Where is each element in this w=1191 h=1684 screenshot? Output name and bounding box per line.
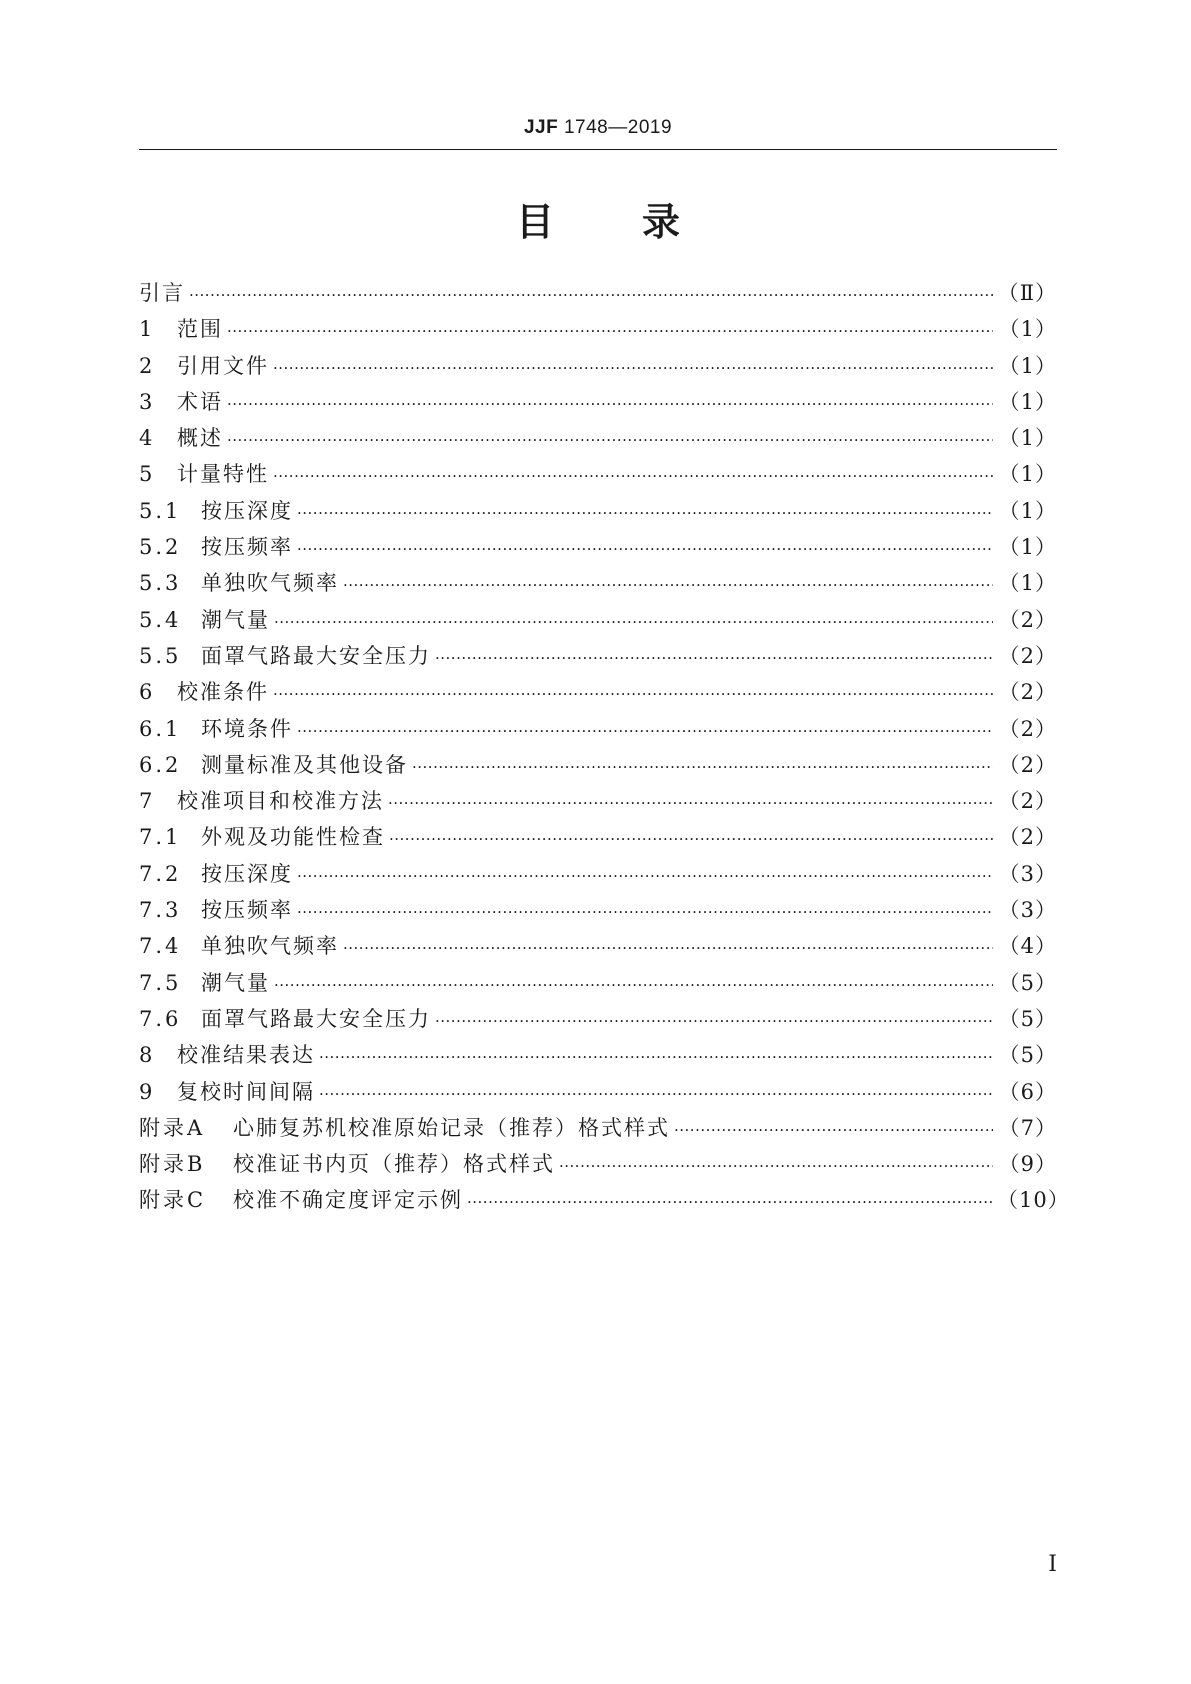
standard-code: JJF [523, 117, 559, 138]
toc-entry-page: （1） [998, 353, 1057, 378]
toc-entry[interactable] [139, 821, 1057, 857]
toc-entry-label: 术语 [177, 389, 223, 414]
toc-entry-page: （7） [998, 1115, 1057, 1140]
dot-leader [435, 1012, 993, 1030]
toc-entry-page: （1） [998, 535, 1057, 560]
toc-entry[interactable] [139, 386, 1057, 422]
toc-entry-page: （3） [998, 861, 1057, 886]
toc-entry-number: 7.1 [139, 825, 182, 850]
dot-leader [189, 286, 993, 304]
toc-entry-label: 校准证书内页（推荐）格式样式 [233, 1152, 555, 1177]
toc-entry[interactable] [139, 495, 1057, 531]
dot-leader [343, 576, 993, 594]
dot-leader [274, 613, 993, 631]
dot-leader [227, 322, 993, 340]
toc-entry-number: 1 [139, 317, 156, 342]
toc-entry-label: 单独吹气频率 [201, 571, 339, 596]
toc-entry-label: 校准结果表达 [177, 1043, 315, 1068]
toc-entry-page: （4） [998, 934, 1057, 959]
toc-entry-page: （5） [998, 1043, 1057, 1068]
toc-entry[interactable] [139, 1003, 1057, 1039]
header-rule [139, 149, 1057, 150]
toc-entry-label: 面罩气路最大安全压力 [201, 1006, 431, 1031]
toc-entry[interactable] [139, 749, 1057, 785]
toc-entry-number: 5.4 [139, 607, 182, 632]
toc-entry-label: 按压深度 [201, 498, 293, 523]
toc-entry-page: （1） [998, 389, 1057, 414]
page-title: 目录 [515, 200, 768, 244]
toc-entry-label: 引言 [139, 281, 185, 305]
toc-entry-page: （6） [998, 1079, 1057, 1104]
toc-entry[interactable] [139, 567, 1057, 603]
toc-entry-label: 引用文件 [177, 353, 269, 378]
toc-entry[interactable] [139, 350, 1057, 386]
toc-entry[interactable] [139, 858, 1057, 894]
toc-entry[interactable] [139, 313, 1057, 349]
toc-entry-label: 按压频率 [201, 535, 293, 560]
dot-leader [412, 758, 993, 776]
toc-entry[interactable] [139, 1076, 1057, 1112]
dot-leader [343, 939, 993, 957]
toc-entry-number: 5.3 [139, 571, 182, 596]
toc-entry-label: 按压频率 [201, 898, 293, 923]
dot-leader [227, 431, 993, 449]
dot-leader [467, 1193, 993, 1211]
dot-leader [388, 794, 993, 812]
toc-entry-label: 测量标准及其他设备 [201, 752, 408, 777]
toc-entry-label: 外观及功能性检查 [201, 825, 385, 850]
toc-entry-page: （2） [998, 643, 1057, 668]
toc-entry-number: 7 [139, 789, 156, 814]
toc-entry[interactable] [139, 1184, 1070, 1220]
dot-leader [297, 504, 993, 522]
toc-entry-number: 2 [139, 353, 156, 378]
table-of-contents [139, 277, 1070, 1221]
toc-entry-number: 7.6 [139, 1006, 182, 1031]
toc-entry-label: 心肺复苏机校准原始记录（推荐）格式样式 [233, 1115, 670, 1140]
toc-entry-number: 5.2 [139, 535, 182, 560]
toc-entry-label: 校准项目和校准方法 [177, 789, 384, 814]
dot-leader [297, 867, 993, 885]
toc-entry[interactable] [139, 894, 1057, 930]
toc-entry-number: 7.5 [139, 970, 182, 995]
toc-entry[interactable] [139, 967, 1057, 1003]
toc-entry[interactable] [139, 531, 1057, 567]
toc-entry-label: 按压深度 [201, 861, 293, 886]
dot-leader [297, 540, 993, 558]
toc-entry-label: 校准条件 [177, 680, 269, 705]
toc-entry[interactable] [139, 785, 1057, 821]
dot-leader [297, 722, 993, 740]
toc-entry[interactable] [139, 640, 1057, 676]
toc-entry-page: （9） [998, 1152, 1057, 1177]
toc-entry-label: 范围 [177, 317, 223, 342]
toc-entry[interactable] [139, 458, 1057, 494]
dot-leader [319, 1085, 993, 1103]
standard-number: 1748—2019 [563, 117, 673, 138]
toc-entry-number: 6.1 [139, 716, 182, 741]
toc-entry-page: （5） [998, 970, 1057, 995]
toc-entry[interactable] [139, 930, 1057, 966]
toc-entry[interactable] [139, 277, 1057, 313]
toc-entry-page: （2） [998, 752, 1057, 777]
toc-entry-page: （1） [998, 426, 1057, 451]
toc-entry-number: 7.4 [139, 934, 182, 959]
toc-entry[interactable] [139, 676, 1057, 712]
toc-entry-label: 潮气量 [201, 607, 270, 632]
toc-entry-number: 9 [139, 1079, 156, 1104]
dot-leader [674, 1121, 993, 1139]
toc-entry-page: （1） [998, 317, 1057, 342]
dot-leader [435, 649, 993, 667]
toc-entry[interactable] [139, 1112, 1057, 1148]
toc-entry[interactable] [139, 713, 1057, 749]
toc-entry-page: （3） [998, 898, 1057, 923]
toc-entry-page: （Ⅱ） [997, 281, 1057, 305]
toc-entry-number: 6 [139, 680, 156, 705]
page-number: Ⅰ [1048, 1552, 1057, 1577]
toc-entry-page: （1） [998, 462, 1057, 487]
toc-entry-page: （5） [998, 1006, 1057, 1031]
dot-leader [227, 395, 993, 413]
toc-entry-label: 计量特性 [177, 462, 269, 487]
toc-entry-page: （2） [998, 680, 1057, 705]
toc-entry-label: 单独吹气频率 [201, 934, 339, 959]
toc-entry-page: （1） [998, 571, 1057, 596]
dot-leader [274, 976, 993, 994]
toc-entry-number: 5 [139, 462, 156, 487]
toc-entry-label: 校准不确定度评定示例 [233, 1188, 463, 1213]
dot-leader [273, 467, 993, 485]
toc-entry-page: （2） [998, 716, 1057, 741]
toc-entry-label: 复校时间间隔 [177, 1079, 315, 1104]
toc-entry[interactable] [139, 1148, 1057, 1184]
toc-entry-label: 面罩气路最大安全压力 [201, 643, 431, 668]
toc-entry-number: 6.2 [139, 752, 182, 777]
toc-entry-number: 7.2 [139, 861, 182, 886]
dot-leader [559, 1157, 993, 1175]
dot-leader [319, 1048, 993, 1066]
toc-entry-number: 5.1 [139, 498, 182, 523]
dot-leader [389, 830, 993, 848]
toc-entry-number: 4 [139, 426, 156, 451]
toc-entry-page: （10） [997, 1188, 1070, 1213]
toc-entry-page: （2） [998, 789, 1057, 814]
toc-entry[interactable] [139, 1039, 1057, 1075]
dot-leader [273, 685, 993, 703]
toc-entry-label: 环境条件 [201, 716, 293, 741]
toc-entry-page: （1） [998, 498, 1057, 523]
dot-leader [273, 359, 993, 377]
toc-entry[interactable] [139, 604, 1057, 640]
toc-entry-number: 附录C [139, 1188, 207, 1213]
toc-entry-number: 附录B [139, 1152, 206, 1177]
toc-entry-number: 附录A [139, 1115, 206, 1140]
toc-entry-page: （2） [998, 825, 1057, 850]
dot-leader [297, 903, 993, 921]
toc-entry-number: 7.3 [139, 898, 182, 923]
toc-entry-page: （2） [998, 607, 1057, 632]
toc-entry-number: 5.5 [139, 643, 182, 668]
running-header [139, 117, 1057, 139]
toc-entry-label: 概述 [177, 426, 223, 451]
toc-entry-label: 潮气量 [201, 970, 270, 995]
toc-entry-number: 3 [139, 389, 156, 414]
toc-entry[interactable] [139, 422, 1057, 458]
toc-entry-number: 8 [139, 1043, 156, 1068]
